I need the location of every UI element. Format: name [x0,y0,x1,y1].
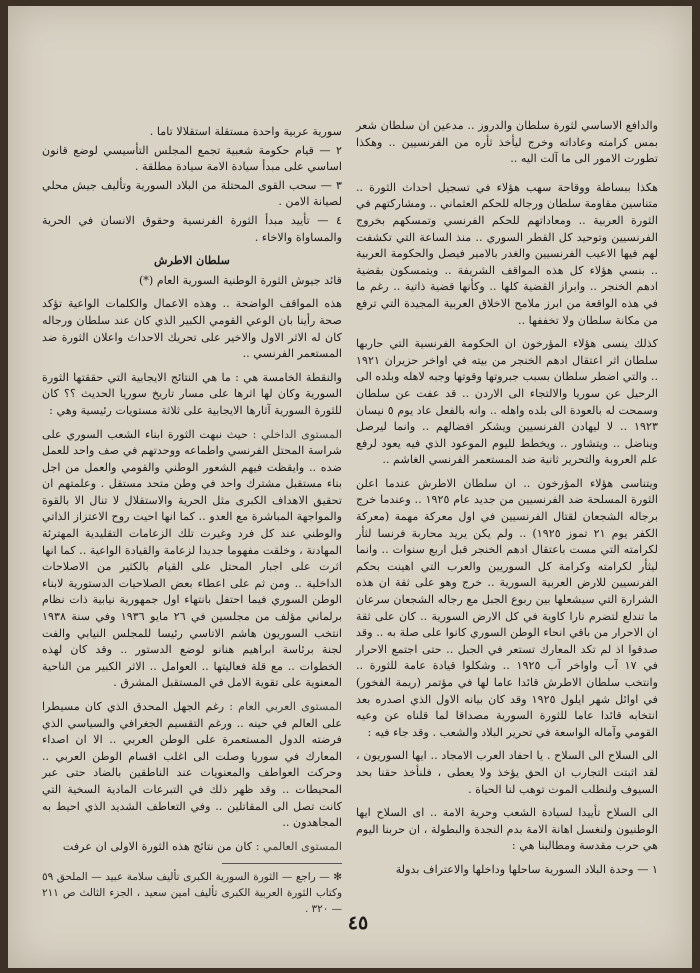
page-number: ٤٥ [347,912,369,934]
document-page [8,6,692,968]
level-world-text: كان من نتائج هذه الثورة الاولى ان عرفت [62,839,253,853]
proclamation-paragraph: الى السلاح الى السلاح . يا احفاد العرب الامجاد .. ايها السوريون ، لقد اثبتت التجارب ان الحق يؤخذ ولا يعطى ، فلنأخذ حقنا بحد السيوف ولنطلب الموت توهب لنا الحياة . [356,749,658,796]
right-column [356,118,658,886]
level-arab-text: رغم الجهل المحدق الذي كان مسيطرا على العالم في حينه .. ورغم التقسيم الجغرافي والسياسي الذي فرضته الدول المستعمرة على الوطن العربي .. الا ان اصداء المعارك في سوريا وصلت الى اغلب اقسام الوطن العربي .. وحركت العواطف والمعنويات عند الناطقين بالضاد حتى عبر المحيطات .. وقد ظهر ذلك في التبرعات المادية السخية التي كانت تصل الى المقاتلين .. وفي التعاطف الشديد الذي احيط به المجاهدون .. [42,700,342,830]
footnote: ✻ — راجع — الثورة السورية الكبرى تأليف سلامة عبيد — الملحق ٥٩ وكتاب الثورة العربية الكبرى تأليف امين سعيد ، الجزء الثالث ص ٢١١ — ٣٢٠ . [42,871,342,915]
signature-name: سلطان الاطرش [154,253,230,268]
numbered-demand: ٤ — تأييد مبدأ الثورة الفرنسية وحقوق الانسان في الحرية والمساواة والاخاء . [42,213,342,244]
paragraph: هكذا ببساطة ووقاحة سهب هؤلاء في تسجيل احداث الثورة .. متناسين مقاومة سلطان ورجاله للحكم العثماني .. ومشاركتهم في الثورة العربية .. ومعاداتهم للحكم الفرنسي وتمسكهم بخروج الفرنسيين وتوحيد كل القطر السوري .. منذ الساعة التي تكشفت لهم فيها الاعيب الفرنسيين والغدر بالامير فيصل والحكومة العربية .. بنسي هؤلاء كل هذه المواقف الشريفة .. ويتمسكون بقضية ادهم الخنجر .. وابراز القضية كلها .. وكأنها قضية ذاتية .. رغم ما في هذه الواقعة من ابرز ملامح الاخلاق العربية المجيدة التي ترفع من مكانة سلطان ولا تخففها .. [356,180,658,327]
paragraph: كذلك ينسى هؤلاء المؤرخون ان الحكومة الفرنسية التي حاربها سلطان اثر اعتقال ادهم الخنجر من بيته في اواخر حزيران ١٩٢١ .. والتي اضطر سلطان بسبب جبروتها وقوتها وجبه لاهله وبلده الى الرحيل عن سوريا والالتجاء الى الاردن .. قد عفت عن سلطان وسمحت له بالعودة الى بلده واهله .. وانه بالفعل عاد يوم ٥ نيسان ١٩٢٣ .. لا ليهادن الفرنسيين ويشكر افضالهم .. وانما ليرصل ويناضل .. ويتشاور .. ويخطط لليوم الموعود الذي فيه يعود لرفع علم العروبة والتحرير ثانية ضد المستعمر الفرنسي الغاشم .. [356,337,658,467]
footnote-divider [222,863,342,864]
level-arab-label: المستوى العربي العام : [229,700,342,713]
level-internal-text: حيث نبهت الثورة ابناء الشعب السوري على شراسة المحتل الفرنسي واطماعه ووحدتهم في صف واحد للعمل ضده .. وايقظت فيهم الشعور الوطني والقومي والعمل من اجل بناء مستقبل مشترك واحد في وطن متحد مستقل . وعلمتهم ان تحقيق الاهداف الكبرى مثل الحرية والاستقلال لا تنال الا بالقوة والمواجهة المباشرة مع العدو .. كما انها احيت روح الاعتزاز الذاتي والوطني عند كل فرد وغيرت تلك الزعامات التقليدية المهترئة المهادنة ، وخلقت مفهوما جديدا لزعامة والقيادة الواعية .. كما انها اثرت على اجبار المحتل على القيام بالكثير من الاصلاحات الداخلية .. ومن ثم على اعطاء بعض الصلاحيات الدستورية لابناء الوطن السوري فيما احتفل بانتهاء اول جمهورية نيابية ذات نظام برلماني مؤلف من مجلسين في ٢٦ مايو ١٩٣٦ وفي سنة ١٩٣٨ انتخب السوريون هاشم الاتاسي رئيسا للمجلس النيابي والفت لجنة برئاسة ابراهيم هنانو لوضع الدستور .. وقد كان لهذه الخطوات .. مع قلة فعاليتها .. العوامل .. الاثر الكبير من الناحية المعنوية على تقوية الامل في المستقبل المشرق . [42,427,342,690]
level-arab [42,699,342,832]
numbered-demand: ٣ — سحب القوى المحتلة من البلاد السورية وتأليف جيش محلي لصيانة الامن . [42,178,342,209]
numbered-demand: سورية عربية واحدة مستقلة استقلالا تاما . [149,125,342,138]
level-world [42,839,342,856]
paragraph: هذه المواقف الواضحة .. وهذه الاعمال والكلمات الواعية تؤكد صحة رأينا بان الوعي القومي الكبير الذي كان عند سلطان ورجاله كان له الاثر الاول والاخير على تحريك الاحداث واعلان الثورة ضد المستعمر الفرنسي .. [42,297,342,361]
signature-title: قائد جيوش الثورة الوطنية السورية العام (*) [138,273,342,287]
paragraph: ويتناسى هؤلاء المؤرخون .. ان سلطان الاطرش عندما اعلن الثورة المسلحة ضد الفرنسيين من جديد عام ١٩٢٥ .. وعندما خرج برجاله الشجعان لقتال الفرنسيين في اول معركة مهمة (معركة الكفر يوم ٢١ تموز ١٩٢٥) .. ولم يكن يريد محاربة فرنسا لثأر لكرامته التي مست باعتقال ادهم الخنجر قبل اربع سنوات .. وانما ليثأر لكرامته وكرامة كل السوريين والعرب التي اهينت بحكم الفرنسيين للارض العربية السورية .. خرج وهو على ثقة ان هذه الشرارة التي سيشعلها بين ربوع الجبل مع رجاله الشجعان سرعان ما تندلع لتضرم نارا كاوية في كل الارض السورية .. كان على ثقة ان الاحرار من باقي انحاء الوطن السوري كانوا على صلة به .. وقد صدقوا اذ لم تكد المعارك تستعر في الجبل .. حتى اجتمع الاحرار في ١٧ آب واواخر آب ١٩٢٥ .. وشكلوا قيادة عامة للثورة .. وانتخب سلطان الاطرش قائدا عاما لها في مؤتمر (ريمة الفخور) في اوائل شهر ايلول ١٩٢٥ وقد كان بيانه الاول الذي اصدره بعد انتخابه قائدا عاما للثورة السورية مصداقا لما قلناه عن وعيه القومي وآماله الواسعة في تحرير البلاد والشعب . وقد جاء فيه : [356,476,658,739]
paragraph: والنقطة الخامسة هي : ما هي النتائج الايجابية التي حققتها الثورة السورية وكان لها اثرها على مسار تاريخ سوريا الحديث ؟؟ كان للثورة السورية آثارها الايجابية على ثلاثة مستويات رئيسية وهي : [42,370,342,417]
numbered-demand: ١ — وحدة البلاد السورية ساحلها وداخلها والاعتراف بدولة [395,862,658,876]
paragraph: والدافع الاساسي لثورة سلطان والدروز .. مدعين ان سلطان شعر بمس كرامته وعاداته وخرج ليأخذ ثأره من الفرنسيين .. وهكذا تطورت الامور الى ما آلت اليه .. [356,119,658,166]
left-column [42,124,342,924]
proclamation-paragraph: الى السلاح تأييدا لسيادة الشعب وحرية الامة .. اى السلاح ايها الوطنيون ولنغسل اهانة الامة بدم النجدة والبطولة ، ان حربنا اليوم هي حرب مقدسة ومطالبنا هي : [356,806,658,853]
level-internal [42,427,342,693]
level-world-label: المستوى العالمي : [255,839,342,853]
numbered-demand: ٢ — قيام حكومة شعبية تجمع المجلس التأسيسي لوضع قانون اساسي على مبدأ سيادة الامة سيادة مطلقة . [42,143,342,174]
level-internal-label: المستوى الداخلي : [252,427,343,441]
